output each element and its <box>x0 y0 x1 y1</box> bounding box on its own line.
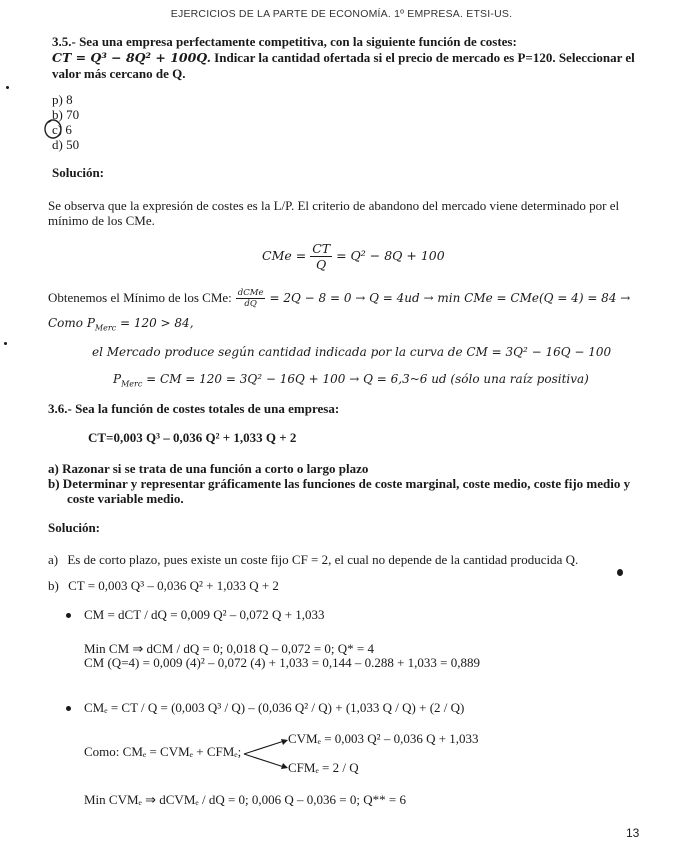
sol36-a <box>48 552 578 568</box>
q35-line1: 3.5.- Sea una empresa perfectamente competitiva, con la siguiente función de costes: <box>52 34 517 49</box>
dcme-fraction <box>236 288 266 309</box>
q35-line3: valor más cercano de Q. <box>52 66 186 81</box>
como-cme-line: Como: CMₑ = CVMₑ + CFMₑ; <box>84 744 242 759</box>
q36-title: 3.6.- Sea la función de costes totales de una empresa: <box>48 401 340 416</box>
cm-q4-line: CM (Q=4) = 0,009 (4)² – 0,072 (4) + 1,033 = 0,144 – 0.288 + 1,033 = 0,889 <box>84 655 480 670</box>
cme-fraction <box>310 241 332 272</box>
sol35-title: Solución: <box>52 165 105 180</box>
branch-arrows <box>242 737 292 771</box>
page-header: EJERCICIOS DE LA PARTE DE ECONOMÍA. 1º EMPRESA. ETSI-US. <box>170 8 513 20</box>
cme-eq-left: CMe = <box>262 248 307 263</box>
sol36-b-label: b) <box>48 578 59 593</box>
pmerc-text: P <box>113 372 122 386</box>
min-cvm-line: Min CVMₑ ⇒ dCVMₑ / dQ = 0; 0,006 Q – 0,036 = 0; Q** = 6 <box>84 792 406 807</box>
q35-option-b: b) 70 <box>52 107 80 122</box>
sol35-paragraph-line2: mínimo de los CMe. <box>48 213 155 228</box>
q35-line2 <box>52 50 635 66</box>
como-line <box>48 316 194 332</box>
min-cm-line: Min CM ⇒ dCM / dQ = 0; 0,018 Q – 0,072 = 0; Q* = 4 <box>84 641 375 656</box>
q35-line2-text: Indicar la cantidad ofertada si el precio de mercado es P=120. Seleccionar el <box>214 50 635 65</box>
q35-ct-formula: CT = Q³ − 8Q² + 100Q. <box>52 50 211 65</box>
cme-eq-right: = Q² − 8Q + 100 <box>336 248 445 263</box>
sol36-b <box>48 578 279 594</box>
dcme-den: dQ <box>244 299 257 309</box>
cfm-line: CFMₑ = 2 / Q <box>288 760 359 775</box>
obtenemos-line <box>48 288 630 309</box>
obtenemos-math: = 2Q − 8 = 0 → Q = 4ud → min CMe = CMe(Q = 4) = 84 → <box>269 291 631 306</box>
cme-line: CMₑ = CT / Q = (0,003 Q³ / Q) – (0,036 Q² / Q) + (1,033 Q / Q) + (2 / Q) <box>84 700 465 715</box>
q35-option-c: c) 6 <box>52 122 72 137</box>
obtenemos-text: Obtenemos el Mínimo de los CMe: <box>48 290 232 306</box>
cvm-line: CVMₑ = 0,003 Q² – 0,036 Q + 1,033 <box>288 731 479 746</box>
page-number: 13 <box>626 826 640 840</box>
como-rest: = 120 > 84, <box>119 316 194 330</box>
margin-mark <box>6 86 9 89</box>
bullet-icon <box>66 613 71 618</box>
cm-line: CM = dCT / dQ = 0,009 Q² – 0,072 Q + 1,033 <box>84 607 325 622</box>
ink-blot <box>617 569 623 576</box>
bullet-icon-2 <box>66 706 71 711</box>
sol36-b-text: CT = 0,003 Q³ – 0,036 Q² + 1,033 Q + 2 <box>68 578 279 593</box>
pmerc-sub: Merc <box>121 379 143 389</box>
pmerc-line <box>113 372 589 388</box>
como-sub: Merc <box>94 323 117 333</box>
dcme-num: dCMe <box>237 288 264 298</box>
margin-mark-2 <box>4 342 7 345</box>
cme-fraction-num: CT <box>312 241 331 256</box>
q35-option-p: p) 8 <box>52 92 73 107</box>
q36-part-b-line1: b) Determinar y representar gráficamente las funciones de coste marginal, coste medio, coste fijo medio y <box>48 476 631 491</box>
sol36-a-label: a) <box>48 552 59 567</box>
q35-option-d: d) 50 <box>52 137 80 152</box>
sol36-title: Solución: <box>48 520 101 535</box>
q36-part-a: a) Razonar si se trata de una función a corto o largo plazo <box>48 461 369 476</box>
q36-part-b-line2: coste variable medio. <box>67 491 184 506</box>
cme-equation <box>262 241 445 272</box>
q36-ct: CT=0,003 Q³ – 0,036 Q² + 1,033 Q + 2 <box>88 430 297 445</box>
pmerc-rest: = CM = 120 = 3Q² − 16Q + 100 → Q = 6,3~6 ud (sólo una raíz positiva) <box>146 372 589 386</box>
sol36-a-text: Es de corto plazo, pues existe un coste fijo CF = 2, el cual no depende de la cantidad producida Q. <box>67 552 579 567</box>
sol35-paragraph-line1: Se observa que la expresión de costes es la L/P. El criterio de abandono del mercado viene determinado por el <box>48 198 620 213</box>
cme-fraction-den: Q <box>316 257 327 272</box>
como-text: Como P <box>48 316 95 330</box>
mercado-line: el Mercado produce según cantidad indicada por la curva de CM = 3Q² − 16Q − 100 <box>92 345 612 359</box>
handwritten-circle-mark <box>42 117 64 141</box>
